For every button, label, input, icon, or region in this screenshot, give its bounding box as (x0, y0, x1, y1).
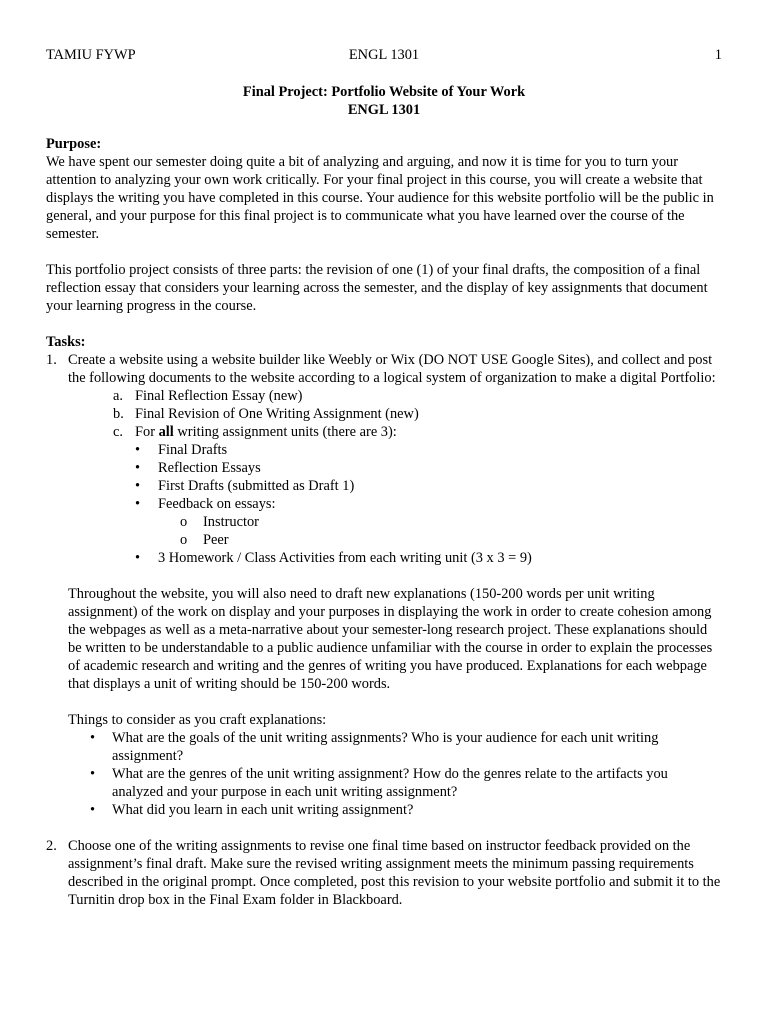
feedback-sources-list (158, 513, 722, 549)
portfolio-documents-list (68, 387, 722, 441)
item-text: What are the genres of the unit writing assignment? How do the genres relate to the artifacts you analyzed and your purpose in each unit writing assignment? (112, 766, 668, 800)
task-number: 2. (46, 838, 57, 854)
page-header (46, 46, 722, 64)
item-text: Reflection Essays (158, 460, 261, 476)
purpose-paragraph-2: This portfolio project consists of three parts: the revision of one (1) of your final drafts, the composition of a final reflection essay that considers your learning across the semester, and the display of key assignments that document your learning progress in the course. (46, 262, 708, 314)
item-text: Feedback on essays: (158, 496, 276, 512)
item-text: Instructor (203, 514, 259, 530)
item-marker: b. (113, 406, 124, 422)
list-item (135, 495, 722, 549)
item-text: What are the goals of the unit writing assignments? Who is your audience for each unit writing assignment? (112, 730, 659, 764)
list-item (90, 801, 722, 819)
bullet-marker: • (135, 460, 141, 476)
consider-intro: Things to consider as you craft explanations: (68, 712, 327, 728)
list-item (135, 441, 722, 459)
consider-list (68, 729, 722, 819)
task-item-1 (46, 351, 722, 837)
item-text-emphasis: all (158, 424, 174, 440)
bullet-marker: • (135, 442, 141, 458)
bullet-marker: • (90, 766, 96, 782)
bullet-marker: • (135, 550, 141, 566)
task-2-text: Choose one of the writing assignments to revise one final time based on instructor feedback provided on the assignment’s final draft. Make sure the revised writing assignment meets the minimum passing requirements described in the original prompt. Once completed, post this revision to your website portfolio and submit it to the Turnitin drop box in the Final Exam folder in Blackboard. (68, 838, 721, 908)
item-text: Final Drafts (158, 442, 228, 458)
tasks-list (46, 351, 722, 909)
bullet-marker: • (135, 478, 141, 494)
list-item (135, 477, 722, 495)
list-item (113, 387, 722, 405)
list-item (90, 765, 722, 801)
sub-bullet-marker: o (180, 514, 188, 530)
list-item (180, 513, 722, 531)
unit-documents-list (68, 441, 722, 567)
tasks-heading: Tasks: (46, 334, 86, 350)
item-marker: c. (113, 424, 123, 440)
purpose-paragraph-1: We have spent our semester doing quite a bit of analyzing and arguing, and now it is time for you to turn your attention to analyzing your own work critically. For your final project in this course, you will create a website that displays the writing you have completed in this course. Your audience for this website portfolio will be the public in general, and your purpose for this final project is to communicate what you have learned over the course of the semester. (46, 154, 714, 242)
list-item (90, 729, 722, 765)
task-item-2 (46, 837, 722, 909)
item-text: 3 Homework / Class Activities from each writing unit (3 x 3 = 9) (158, 550, 532, 566)
item-text: Final Revision of One Writing Assignment (new) (135, 406, 419, 422)
item-marker: a. (113, 388, 123, 404)
purpose-heading: Purpose: (46, 136, 102, 152)
document-title (46, 83, 722, 119)
bullet-marker: • (135, 496, 141, 512)
list-item (135, 549, 722, 567)
list-item (113, 405, 722, 423)
header-page-number: 1 (714, 47, 722, 63)
item-text-pre: For (135, 424, 159, 440)
bullet-marker: • (90, 802, 96, 818)
list-item (135, 459, 722, 477)
explanation-paragraph: Throughout the website, you will also need to draft new explanations (150-200 words per unit writing assignment) of the work on display and your purposes in displaying the work in order to create cohesion among the webpages as well as a meta-narrative about your semester-long research project. These explanations should be written to be understandable to a public audience unfamiliar with the course in order to explain the processes of academic research and writing and the genres of writing you have produced. Explanations for each webpage that displays a unit of writing should be 150-200 words. (68, 586, 713, 692)
title-line-1: Final Project: Portfolio Website of Your Work (242, 84, 526, 100)
task-number: 1. (46, 352, 57, 368)
title-line-2: ENGL 1301 (347, 102, 421, 118)
document-body (46, 83, 722, 909)
item-text: First Drafts (submitted as Draft 1) (158, 478, 355, 494)
bullet-marker: • (90, 730, 96, 746)
item-text: Peer (203, 532, 229, 548)
task-1-text: Create a website using a website builder like Weebly or Wix (DO NOT USE Google Sites), and collect and post the following documents to the website according to a logical system of organization to make a digital Portfolio: (68, 352, 716, 386)
item-text-post: writing assignment units (there are 3): (173, 424, 397, 440)
header-course: ENGL 1301 (348, 47, 420, 63)
header-institution: TAMIU FYWP (46, 47, 136, 63)
list-item (180, 531, 722, 549)
item-text: What did you learn in each unit writing assignment? (112, 802, 414, 818)
sub-bullet-marker: o (180, 532, 188, 548)
list-item (113, 423, 722, 441)
item-text: Final Reflection Essay (new) (135, 388, 303, 404)
